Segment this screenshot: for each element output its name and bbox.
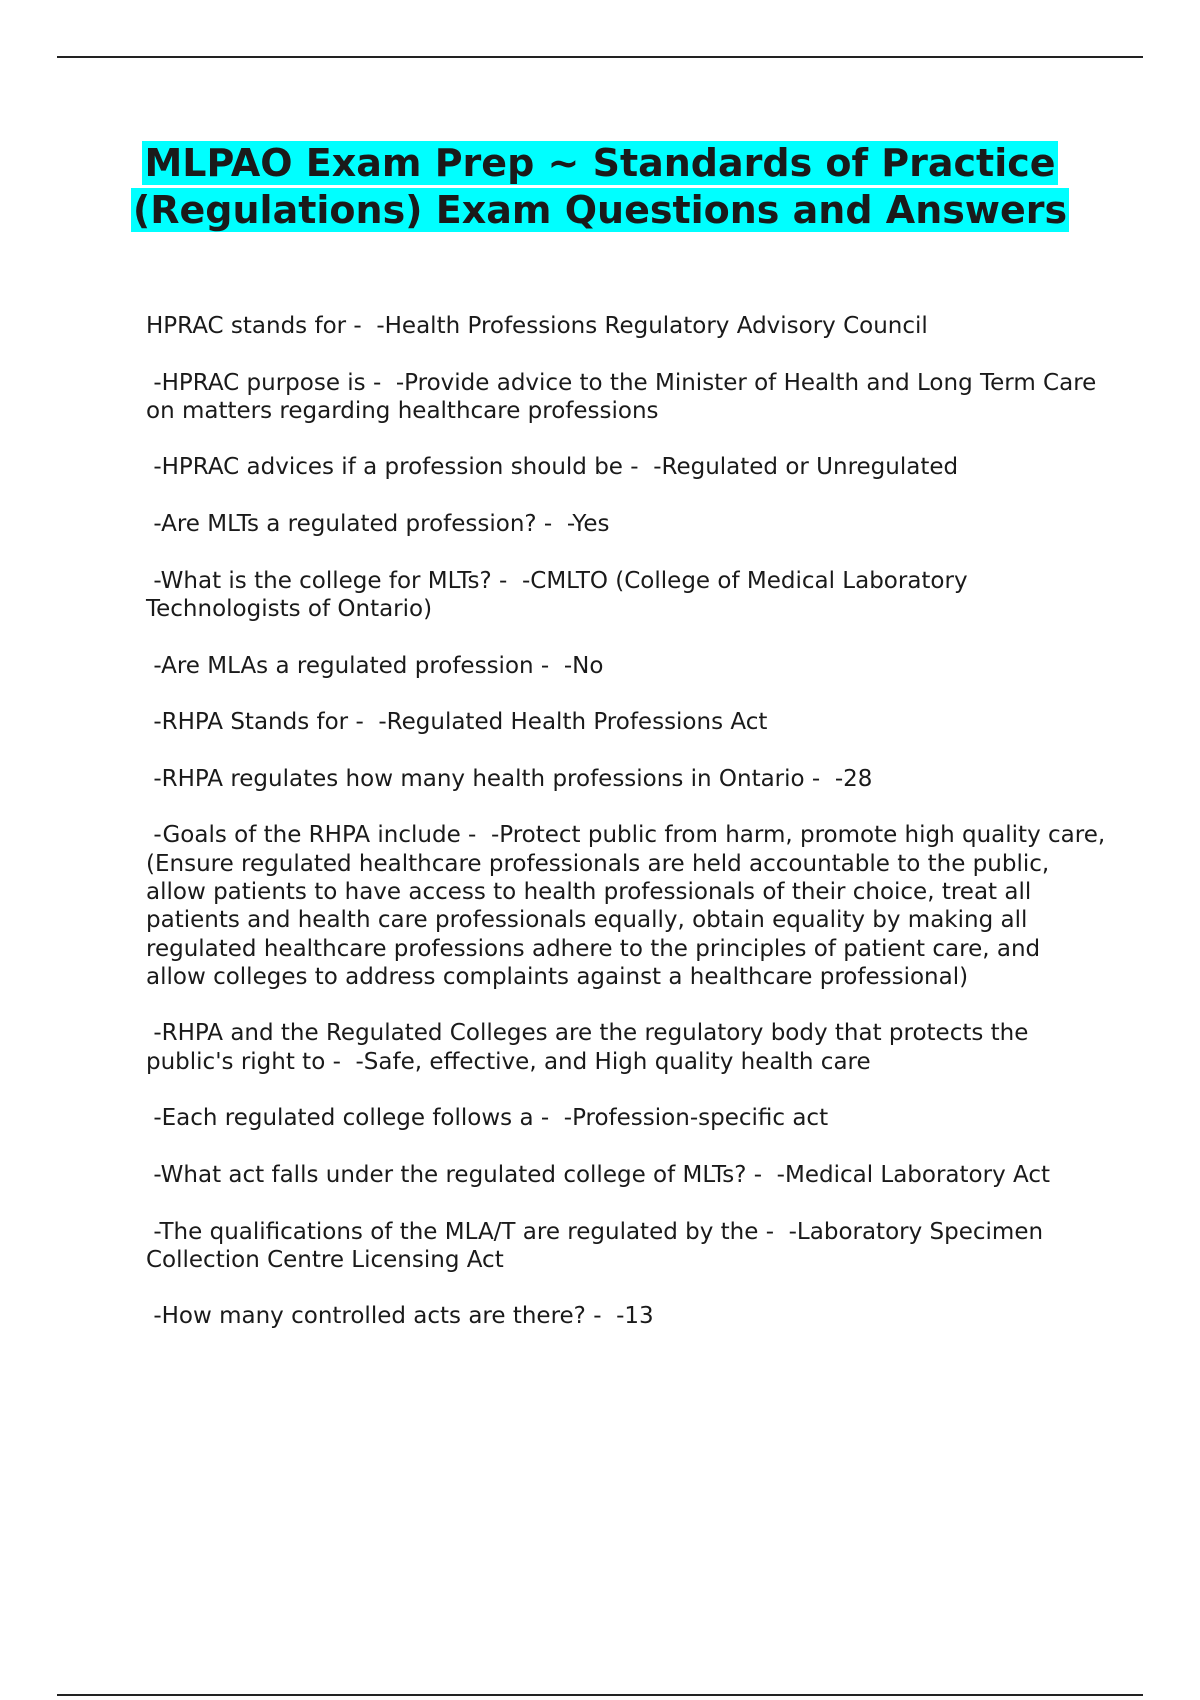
bottom-rule [57,1694,1143,1696]
qa-item: -Are MLAs a regulated profession - -No [146,652,604,679]
qa-item: -Each regulated college follows a - -Profession-specific act [146,1105,829,1132]
qa-item: -RHPA regulates how many health professions in Ontario - -28 [146,765,873,792]
qa-item: -How many controlled acts are there? - -13 [146,1303,654,1330]
qa-item: -Are MLTs a regulated profession? - -Yes [146,511,610,538]
qa-item: -HPRAC advices if a profession should be - -Regulated or Unregulated [146,454,959,481]
qa-item: -HPRAC purpose is - -Provide advice to the Minister of Health and Long Term Care on matters regarding healthcare professions [146,369,1104,424]
top-rule [57,56,1143,58]
document-title [100,140,1100,234]
qa-item: -The qualifications of the MLA/T are regulated by the - -Laboratory Specimen Collection Centre Licensing Act [146,1218,1051,1273]
qa-item: -Goals of the RHPA include - -Protect public from harm, promote high quality care, (Ensure regulated healthcare professionals are held accountable to the public, allow patients to have access to health professionals of their choice, treat all patients and health care professionals equally, obtain equality by making all regulated healthcare professions adhere to the principles of patient care, and allow colleges to address complaints against a healthcare professional) [146,822,1113,990]
title-highlight: MLPAO Exam Prep ~ Standards of Practice (Regulations) Exam Questions and Answers [132,141,1068,232]
qa-list [146,312,1113,1359]
qa-item: -RHPA and the Regulated Colleges are the regulatory body that protects the public's right to - -Safe, effective, and High quality health care [146,1020,1036,1075]
qa-item: HPRAC stands for - -Health Professions Regulatory Advisory Council [146,313,928,339]
qa-item: -What act falls under the regulated college of MLTs? - -Medical Laboratory Act [146,1161,1050,1188]
qa-item: -What is the college for MLTs? - -CMLTO (College of Medical Laboratory Technologists of Ontario) [146,567,975,622]
qa-item: -RHPA Stands for - -Regulated Health Professions Act [146,709,768,736]
